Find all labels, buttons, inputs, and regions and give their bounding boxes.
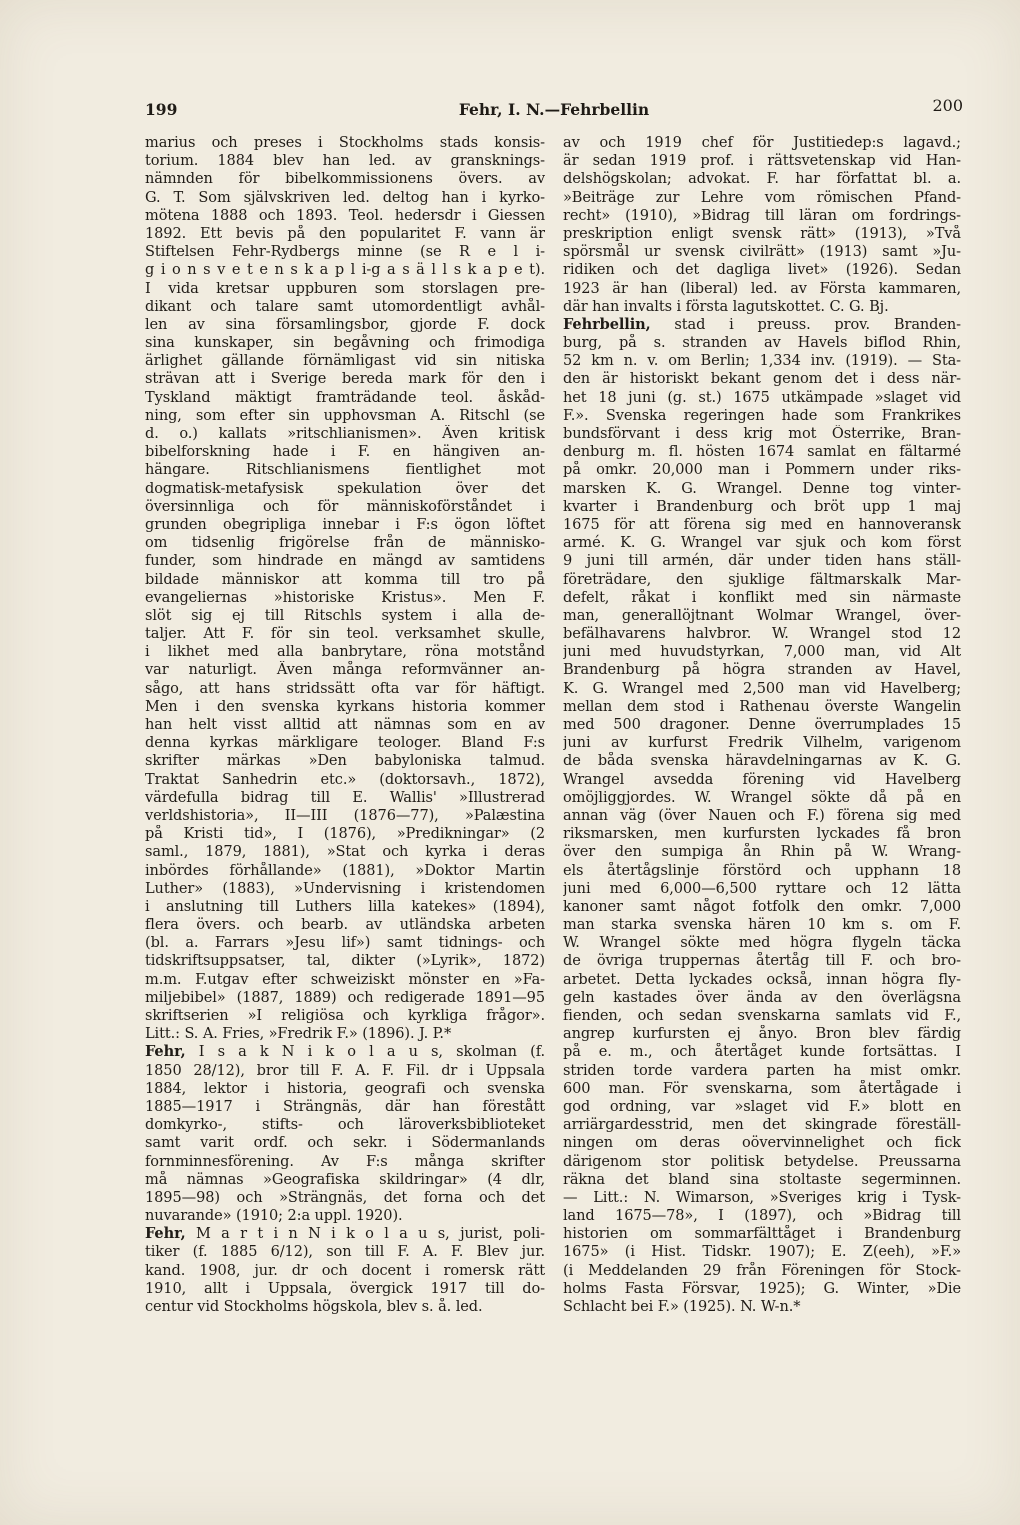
text-line: sina kunskaper, sin begåvning och frimodiga: [145, 334, 545, 352]
text-line: marius och preses i Stockholms stads konsis-: [145, 134, 545, 151]
text-line: tiker (f. 1885 6/12), son till F. A. F. Blev jur.: [145, 1243, 545, 1261]
text-line: taljer. Att F. för sin teol. verksamhet skulle,: [145, 625, 545, 643]
text-line: bildade människor att komma till tro på: [145, 570, 545, 588]
text-line: len av sina församlingsbor, gjorde F. dock: [145, 315, 545, 333]
page-number-right: 200: [932, 96, 963, 115]
text-line: 1910, allt i Uppsala, övergick 1917 till do-: [145, 1279, 545, 1297]
text-line: företrädare, den sjuklige fältmarskalk Mar-: [563, 570, 961, 588]
text-line: Fehr, I s a k N i k o l a u s, skolman (f.: [145, 1043, 545, 1061]
text-line: hängare. Ritschlianismens fientlighet mot: [145, 461, 545, 479]
text-line: sågo, att hans stridssätt ofta var för häftigt.: [145, 679, 545, 697]
text-line: ning, som efter sin upphovsman A. Ritschl (se: [145, 406, 545, 424]
text-line: må nämnas »Geografiska skildringar» (4 dlr,: [145, 1170, 545, 1188]
text-line: de båda svenska häravdelningarnas av K. G.: [563, 752, 961, 770]
text-line: man starka svenska hären 10 km s. om F.: [563, 916, 961, 934]
text-line: befälhavarens halvbror. W. Wrangel stod 12: [563, 625, 961, 643]
text-line: Fehr, M a r t i n N i k o l a u s, jurist, poli-: [145, 1225, 545, 1243]
running-title: Fehr, I. N.—Fehrbellin: [458, 100, 650, 119]
text-line: på omkr. 20,000 man i Pommern under riks-: [563, 461, 961, 479]
text-line: 1675» (i Hist. Tidskr. 1907); E. Z(eeh), »F.»: [563, 1243, 961, 1261]
text-line: Stiftelsen Fehr-Rydbergs minne (se R e l i-: [145, 243, 545, 261]
text-line: i likhet med alla banbrytare, röna motstånd: [145, 643, 545, 661]
text-line: K. G. Wrangel med 2,500 man vid Havelberg;: [563, 679, 961, 697]
text-line: flera övers. och bearb. av utländska arbeten: [145, 916, 545, 934]
text-line: riksmarsken, men kurfursten lyckades få bron: [563, 825, 961, 843]
text-line: marsken K. G. Wrangel. Denne tog vinter-: [563, 479, 961, 497]
text-line: Litt.: S. A. Fries, »Fredrik F.» (1896). J. P.*: [145, 1025, 452, 1043]
text-line: (bl. a. Farrars »Jesu lif») samt tidnings- och: [145, 934, 545, 952]
text-line: skriftserien »I religiösa och kyrkliga frågor».: [145, 1007, 545, 1024]
text-line: g i o n s v e t e n s k a p l i-g a s ä l l s k a p e t).: [145, 261, 545, 279]
text-line: Wrangel avsedda förening vid Havelberg: [563, 770, 961, 788]
text-line: tidskriftsuppsatser, tal, dikter (»Lyrik», 1872): [145, 952, 545, 970]
text-line: god ordning, var »slaget vid F.» blott en: [563, 1097, 961, 1115]
text-line: juni av kurfurst Fredrik Vilhelm, varigenom: [563, 734, 961, 752]
text-line: historien om sommarfälttåget i Brandenburg: [563, 1225, 961, 1243]
text-line: ningen om deras oövervinnelighet och fick: [563, 1134, 961, 1152]
text-line: kvarter i Brandenburg och bröt upp 1 maj: [563, 497, 961, 515]
text-line: Fehrbellin, stad i preuss. prov. Branden-: [563, 315, 961, 333]
text-line: omöjliggjordes. W. Wrangel sökte då på en: [563, 788, 961, 806]
text-line: mellan dem stod i Rathenau överste Wangelin: [563, 697, 961, 715]
text-line: juni med 6,000—6,500 ryttare och 12 lätta: [563, 879, 961, 897]
text-line: han helt visst alltid att nämnas som en av: [145, 716, 545, 733]
text-line: fornminnesförening. Av F:s många skrifter: [145, 1152, 545, 1170]
text-line: på e. m., och återtåget kunde fortsättas. I: [563, 1043, 961, 1061]
text-line: geln kastades över ända av den överlägsna: [563, 988, 961, 1006]
text-line: fienden, och sedan svenskarna samlats vid F.,: [563, 1007, 961, 1024]
text-line: burg, på s. stranden av Havels biflod Rhin,: [563, 334, 961, 352]
text-line: miljebibel» (1887, 1889) och redigerade 1891—95: [145, 988, 545, 1006]
text-line: om tidsenlig frigörelse från de människo-: [145, 534, 545, 552]
text-line: översinnliga och för människoförståndet i: [145, 497, 545, 515]
text-line: centur vid Stockholms högskola, blev s. å. led.: [145, 1298, 483, 1315]
text-line: 1895—98) och »Strängnäs, det forna och det: [145, 1188, 545, 1206]
text-line: nämnden för bibelkommissionens övers. av: [145, 170, 545, 188]
text-line: ärlighet gällande förnämligast vid sin nitiska: [145, 352, 545, 370]
text-line: evangeliernas »historiske Kristus». Men F.: [145, 588, 545, 606]
text-line: (i Meddelanden 29 från Föreningen för Stock-: [563, 1261, 961, 1279]
text-line: els återtågslinje förstörd och upphann 18: [563, 861, 961, 879]
text-line: domkyrko-, stifts- och läroverksbiblioteket: [145, 1116, 545, 1134]
text-line: m.m. F.utgav efter schweiziskt mönster en »Fa-: [145, 970, 545, 988]
text-line: defelt, råkat i konflikt med sin närmaste: [563, 588, 961, 606]
text-line: denna kyrkas märkligare teologer. Bland F:s: [145, 734, 545, 752]
text-line: inbördes förhållande» (1881), »Doktor Martin: [145, 861, 545, 879]
text-line: kand. 1908, jur. dr och docent i romersk rätt: [145, 1261, 545, 1279]
text-line: grunden obegripliga innebar i F:s ögon löftet: [145, 515, 545, 533]
text-line: på Kristi tid», I (1876), »Predikningar» (2: [145, 825, 545, 843]
text-line: värdefulla bidrag till E. Wallis' »Illustrerad: [145, 788, 545, 806]
text-line: där han invalts i första lagutskottet. C. G. Bj.: [563, 297, 889, 315]
text-line: saml., 1879, 1881), »Stat och kyrka i deras: [145, 843, 545, 861]
text-line: funder, som hindrade en mängd av samtidens: [145, 552, 545, 570]
text-line: man, generallöjtnant Wolmar Wrangel, över-: [563, 606, 961, 624]
page-number-left: 199: [145, 100, 178, 119]
text-line: recht» (1910), »Bidrag till läran om fordrings-: [563, 206, 961, 224]
text-line: av och 1919 chef för Justitiedep:s lagavd.;: [563, 134, 961, 151]
text-line: angrep kurfursten ej ånyo. Bron blev färdig: [563, 1025, 961, 1043]
text-line: I vida kretsar uppburen som storslagen pre-: [145, 279, 545, 297]
text-line: verldshistoria», II—III (1876—77), »Palæstina: [145, 806, 545, 824]
text-line: Traktat Sanhedrin etc.» (doktorsavh., 1872),: [145, 770, 545, 788]
text-line: bibelforskning hade i F. en hängiven an-: [145, 443, 545, 461]
text-line: F.». Svenska regeringen hade som Frankrikes: [563, 406, 961, 424]
text-line: de övriga truppernas återtåg till F. och bro-: [563, 952, 961, 970]
text-line: spörsmål ur svensk civilrätt» (1913) samt »Ju-: [563, 243, 961, 261]
text-line: skrifter märkas »Den babyloniska talmud.: [145, 752, 545, 770]
text-line: arriärgardesstrid, men det skingrade föreställ-: [563, 1116, 961, 1134]
text-line: med 500 dragoner. Denne överrumplades 15: [563, 716, 961, 733]
text-line: därigenom stor politisk betydelse. Preussarna: [563, 1152, 961, 1170]
text-line: ridiken och det dagliga livet» (1926). Sedan: [563, 261, 961, 279]
text-line: armé. K. G. Wrangel var sjuk och kom först: [563, 534, 961, 552]
text-line: delshögskolan; advokat. F. har författat bl. a.: [563, 170, 961, 188]
text-line: nuvarande» (1910; 2:a uppl. 1920).: [145, 1207, 403, 1225]
text-line: arbetet. Detta lyckades också, innan högra fly-: [563, 970, 961, 988]
text-line: den är historiskt bekant genom det i dess när-: [563, 370, 961, 388]
text-line: denburg m. fl. hösten 1674 samlat en fältarmé: [563, 443, 961, 461]
text-line: mötena 1888 och 1893. Teol. hedersdr i Giessen: [145, 206, 545, 224]
text-line: W. Wrangel sökte med högra flygeln täcka: [563, 934, 961, 952]
text-line: slöt sig ej till Ritschls system i alla de-: [145, 606, 545, 624]
text-line: dogmatisk-metafysisk spekulation över det: [145, 479, 545, 497]
text-line: torium. 1884 blev han led. av gransknings-: [145, 152, 545, 170]
text-line: »Beiträge zur Lehre vom römischen Pfand-: [563, 188, 961, 206]
text-line: land 1675—78», I (1897), och »Bidrag till: [563, 1207, 961, 1225]
text-line: striden torde vardera parten ha mist omkr.: [563, 1061, 961, 1079]
text-line: Schlacht bei F.» (1925). N. W-n.*: [563, 1298, 801, 1315]
text-line: preskription enligt svensk rätt» (1913), »Två: [563, 224, 961, 242]
text-line: 600 man. För svenskarna, som återtågade i: [563, 1079, 961, 1097]
text-line: i anslutning till Luthers lilla katekes» (1894),: [145, 897, 545, 915]
text-line: 1850 28/12), bror till F. A. F. Fil. dr i Uppsala: [145, 1061, 545, 1079]
text-line: het 18 juni (g. st.) 1675 utkämpade »slaget vid: [563, 388, 961, 406]
text-line: holms Fasta Försvar, 1925); G. Winter, »Die: [563, 1279, 961, 1297]
text-line: 1892. Ett bevis på den popularitet F. vann är: [145, 224, 545, 242]
text-line: kanoner samt något fotfolk den omkr. 7,000: [563, 897, 961, 915]
text-line: G. T. Som självskriven led. deltog han i kyrko-: [145, 188, 545, 206]
text-line: 1675 för att förena sig med en hannoveransk: [563, 515, 961, 533]
text-line: Men i den svenska kyrkans historia kommer: [145, 697, 545, 715]
text-line: räkna det bland sina stoltaste segerminnen.: [563, 1170, 961, 1188]
text-line: 1884, lektor i historia, geografi och svenska: [145, 1079, 545, 1097]
text-line: dikant och talare samt utomordentligt avhål-: [145, 297, 545, 315]
running-header: [145, 96, 963, 122]
text-line: bundsförvant i dess krig mot Österrike, Bran-: [563, 425, 961, 442]
right-column: [563, 134, 961, 1316]
text-line: är sedan 1919 prof. i rättsvetenskap vid Han-: [563, 152, 961, 170]
text-line: över den sumpiga ån Rhin på W. Wrang-: [563, 843, 961, 861]
text-line: 1885—1917 i Strängnäs, där han förestått: [145, 1097, 545, 1115]
left-column: [145, 134, 545, 1316]
text-line: var naturligt. Även många reformvänner an-: [145, 661, 545, 679]
text-line: annan väg (över Nauen och F.) förena sig med: [563, 806, 961, 824]
text-line: 9 juni till armén, där under tiden hans ställ-: [563, 552, 961, 570]
text-line: Brandenburg på högra stranden av Havel,: [563, 661, 961, 679]
text-line: — Litt.: N. Wimarson, »Sveriges krig i Tysk-: [563, 1188, 961, 1206]
text-line: 1923 är han (liberal) led. av Första kammaren,: [563, 279, 961, 297]
text-line: Tyskland mäktigt framträdande teol. åskåd-: [145, 388, 545, 406]
text-line: juni med huvudstyrkan, 7,000 man, vid Alt: [563, 643, 961, 661]
text-line: 52 km n. v. om Berlin; 1,334 inv. (1919). — Sta-: [563, 352, 961, 370]
text-line: d. o.) kallats »ritschlianismen». Även kritisk: [145, 425, 545, 442]
text-line: strävan att i Sverige bereda mark för den i: [145, 370, 545, 388]
text-line: Luther» (1883), »Undervisning i kristendomen: [145, 879, 545, 897]
text-line: samt varit ordf. och sekr. i Södermanlands: [145, 1134, 545, 1152]
